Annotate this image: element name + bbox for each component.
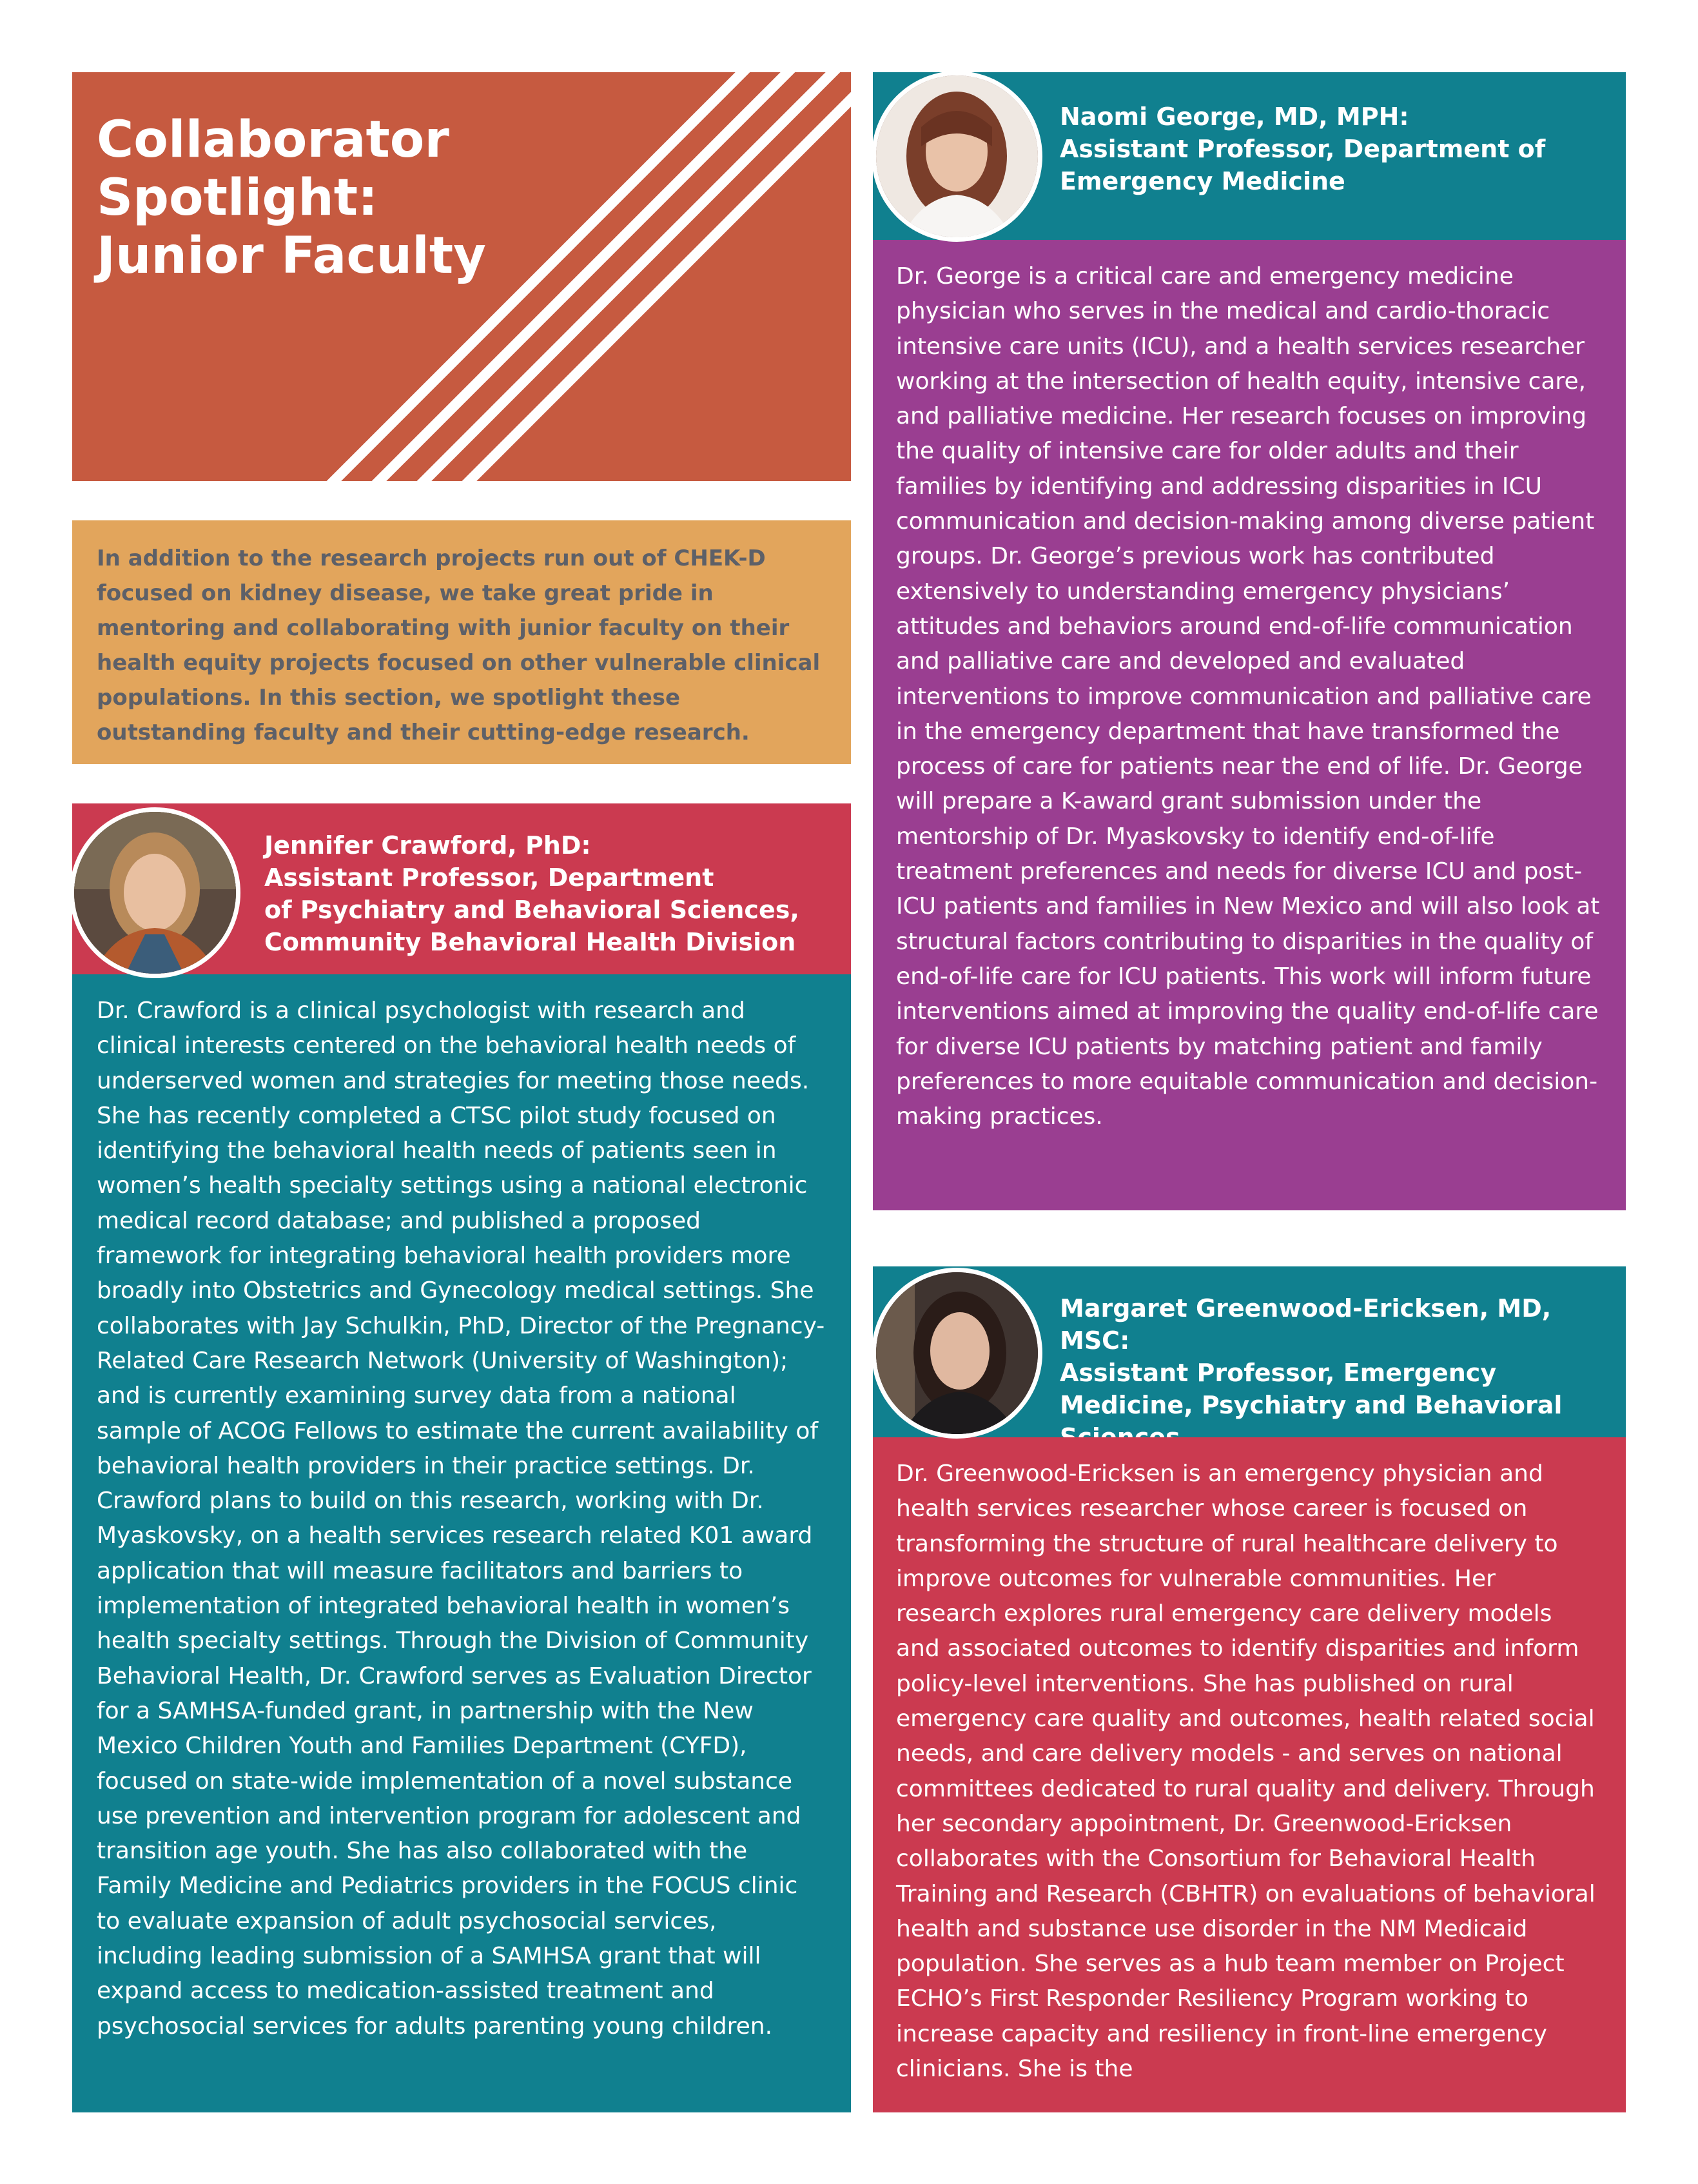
name-line: Assistant Professor, Department — [264, 863, 714, 892]
george-bio-panel — [873, 240, 1626, 1210]
name-line: Naomi George, MD, MPH: — [1060, 103, 1409, 131]
george-photo — [872, 71, 1042, 242]
title-block — [72, 72, 851, 481]
name-line: Medicine, Psychiatry and Behavioral — [1060, 1391, 1563, 1419]
name-line: Jennifer Crawford, PhD: — [264, 831, 591, 860]
profile-name-title — [1060, 101, 1601, 197]
page-title — [97, 111, 548, 285]
name-line: Margaret Greenwood-Ericksen, MD, MSC: — [1060, 1294, 1552, 1355]
portrait-woman-icon — [74, 812, 236, 974]
greenwood-bio-panel — [873, 1437, 1626, 2112]
crawford-bio: Dr. Crawford is a clinical psychologist with research and clinical interests centered on the behavioral health needs of underserved women and strategies for meeting those needs. She has recently completed a CTSC pilot study focused on identifying the behavioral health needs of patients seen in women’s health specialty settings using a national electronic medical record database; and published a proposed framework for integrating behavioral health providers more broadly into Obstetrics and Gynecology medical settings. She collaborates with Jay Schulkin, PhD, Director of the Pregnancy-Related Care Research Network (University of Washington); and is currently examining survey data from a national sample of ACOG Fellows to estimate the current availability of behavioral health providers in their practice settings. Dr. Crawford plans to build on this research, working with Dr. Myaskovsky, on a health services research related K01 award application that will measure facilitators and barriers to implementation of integrated behavioral health in women’s health specialty settings. Through the Division of Community Behavioral Health, Dr. Crawford serves as Evaluation Director for a SAMHSA-funded grant, in partnership with the New Mexico Children Youth and Families Department (CYFD), focused on state-wide implementation of a novel substance use prevention and intervention program for adolescent and transition age youth. She has also collaborated with the Family Medicine and Pediatrics providers in the FOCUS clinic to evaluate expansion of adult psychosocial services, including leading submission of a SAMHSA grant that will expand access to medication-assisted treatment and psychosocial services for adults parenting young children. — [97, 998, 825, 2040]
title-line: Junior Faculty — [97, 227, 487, 285]
george-bio: Dr. George is a critical care and emergency medicine physician who serves in the medical and cardio-thoracic intensive care units (ICU), and a health services researcher working at the intersection of health equity, intensive care, and palliative medicine. Her research focuses on improving the quality of intensive care for older adults and their families by identifying and addressing disparities in ICU communication and decision-making among diverse patient groups. Dr. George’s previous work has contributed extensively to understanding emergency physicians’ attitudes and behaviors around end-of-life communication and palliative care and developed and evaluated interventions to improve communication and palliative care in the emergency department that have transformed the process of care for patients near the end of life. Dr. George will prepare a K-award grant submission under the mentorship of Dr. Myaskovsky to identify end-of-life treatment preferences and needs for diverse ICU and post-ICU patients and families in New Mexico and will also look at structural factors contributing to disparities in the quality of end-of-life care for ICU patients. This work will inform future interventions aimed at improving the quality end-of-life care for diverse ICU patients by matching patient and family preferences to more equitable communication and decision-making practices. — [896, 263, 1600, 1130]
name-line: Assistant Professor, Emergency — [1060, 1359, 1497, 1387]
crawford-bio-panel — [72, 974, 851, 2112]
name-line: Assistant Professor, Department of — [1060, 135, 1546, 163]
profile-name-title — [264, 829, 832, 958]
profile-name-title — [1060, 1292, 1614, 1453]
name-line: Community Behavioral Health Division — [264, 928, 796, 956]
title-line: Collaborator — [97, 111, 449, 169]
portrait-woman-icon — [876, 1272, 1038, 1434]
title-line: Spotlight: — [97, 169, 378, 227]
name-line: of Psychiatry and Behavioral Sciences, — [264, 896, 799, 924]
portrait-woman-icon — [876, 75, 1038, 237]
intro-text: In addition to the research projects run out of CHEK-D focused on kidney disease, we take great pride in mentoring and collaborating with junior faculty on their health equity projects focused on other vulnerable clinical populations. In this section, we spotlight these outstanding faculty and their cutting-edge research. — [97, 546, 821, 745]
greenwood-bio: Dr. Greenwood-Ericksen is an emergency physician and health services researcher whose career is focused on transforming the structure of rural healthcare delivery to improve outcomes for vulnerable communities. Her research explores rural emergency care delivery models and associated outcomes to identify disparities and inform policy-level interventions. She has published on rural emergency care quality and outcomes, health related social needs, and care delivery models - and serves on national committees dedicated to rural quality and delivery. Through her secondary appointment, Dr. Greenwood-Ericksen collaborates with the Consortium for Behavioral Health Training and Research (CBHTR) on evaluations of behavioral health and substance use disorder in the NM Medicaid population. She serves as a hub team member on Project ECHO’s First Responder Resiliency Program working to increase capacity and resiliency in front-line emergency clinicians. She is the — [896, 1461, 1596, 2083]
name-line: Emergency Medicine — [1060, 167, 1345, 195]
intro-block — [72, 520, 851, 764]
greenwood-photo — [872, 1268, 1042, 1439]
crawford-photo — [70, 807, 240, 978]
